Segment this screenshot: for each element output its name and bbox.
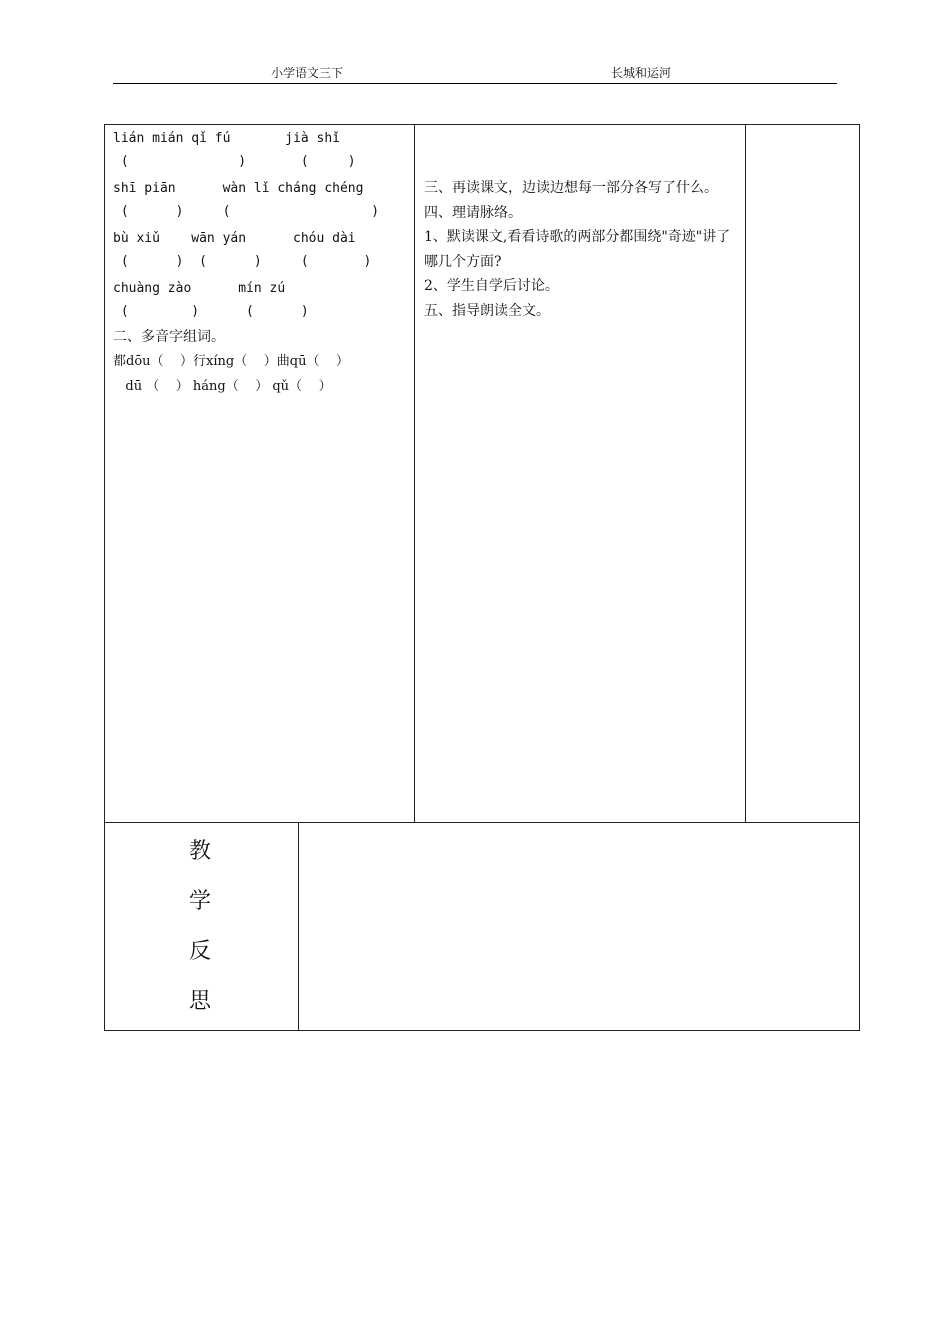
step-4: 四、理请脉络。 xyxy=(424,204,522,221)
reflection-label-char-2: 学 xyxy=(189,889,212,914)
header-course-title: 小学语文三下 xyxy=(271,66,344,80)
step-5: 五、指导朗读全文。 xyxy=(424,302,550,319)
header-lesson-title: 长城和运河 xyxy=(611,66,672,80)
polyphone-row-2: dū （ ） háng（ ） qǔ（ ） xyxy=(113,379,332,394)
pinyin-row-4: chuàng zào mín zú xyxy=(113,281,286,296)
blank-row-1: ( ) ( ) xyxy=(113,154,356,169)
pinyin-row-2: shī piān wàn lǐ cháng chéng xyxy=(113,181,364,196)
step-4-1: 1、默读课文,看看诗歌的两部分都围绕"奇迹"讲了哪几个方面? xyxy=(424,229,731,270)
blank-row-2: ( ) ( ) xyxy=(113,204,380,219)
step-3: 三、再读课文，边读边想每一部分各写了什么。 xyxy=(424,180,718,196)
blank-row-4: ( ) ( ) xyxy=(113,304,309,319)
polyphone-row-1: 都dōu（ ）行xíng（ ）曲qū（ ） xyxy=(113,354,349,369)
reflection-label-char-3: 反 xyxy=(189,939,212,964)
reflection-table xyxy=(104,822,860,1031)
pinyin-row-3: bù xiǔ wān yán chóu dài xyxy=(113,231,356,246)
reflection-label-char-1: 教 xyxy=(189,839,212,864)
teaching-steps xyxy=(424,176,740,323)
section-2-title: 二、多音字组词。 xyxy=(113,329,225,345)
reflection-divider xyxy=(298,822,299,1031)
reflection-label-char-4: 思 xyxy=(189,989,212,1014)
step-4-2: 2、学生自学后讨论。 xyxy=(424,278,559,294)
header-divider xyxy=(113,83,837,84)
column-divider-2 xyxy=(745,124,746,823)
pinyin-row-1: lián mián qǐ fú jià shǐ xyxy=(113,131,340,146)
blank-row-3: ( ) ( ) ( ) xyxy=(113,254,372,269)
column-divider-1 xyxy=(414,124,415,823)
